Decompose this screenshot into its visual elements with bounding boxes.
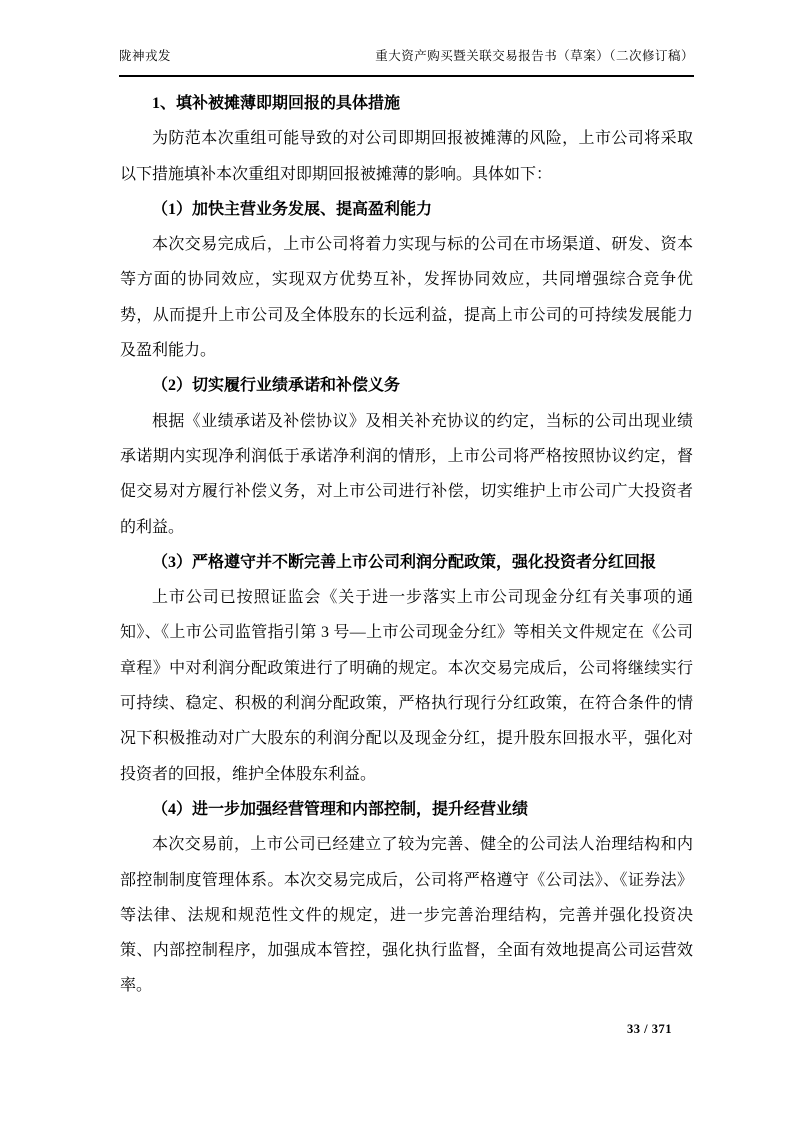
header-report-title: 重大资产购买暨关联交易报告书（草案）（二次修订稿）: [375, 49, 694, 63]
section-heading-1: 1、填补被摊薄即期回报的具体措施: [152, 95, 401, 112]
paragraph-intro: 为防范本次重组可能导致的对公司即期回报被摊薄的风险，上市公司将采取以下措施填补本次重组对即期回报被摊薄的影响。具体如下：: [120, 130, 693, 183]
paragraph-compensation: 根据《业绩承诺及补偿协议》及相关补充协议的约定，当标的公司出现业绩承诺期内实现净利润低于承诺净利润的情形，上市公司将严格按照协议约定，督促交易对方履行补偿义务，对上市公司进行补偿，切实维护上市公司广大投资者的利益。: [120, 412, 693, 536]
paragraph-internal-control: 本次交易前，上市公司已经建立了较为完善、健全的公司法人治理结构和内部控制制度管理体系。本次交易完成后，公司将严格遵守《公司法》、《证券法》等法律、法规和规范性文件的规定，进一步完善治理结构，完善并强化投资决策、内部控制程序，加强成本管控，强化执行监督，全面有效地提高公司运营效率。: [120, 836, 693, 995]
section-heading-1-2: （2）切实履行业绩承诺和补偿义务: [152, 377, 401, 395]
header-company-name: 陇神戎发: [119, 49, 172, 63]
section-heading-1-3: （3）严格遵守并不断完善上市公司利润分配政策，强化投资者分红回报: [152, 553, 657, 571]
section-heading-1-1: （1）加快主营业务发展、提高盈利能力: [152, 200, 433, 218]
page-footer: [119, 1022, 672, 1037]
document-body: [120, 86, 693, 1004]
page-number: 33 / 371: [627, 1022, 672, 1036]
section-heading-1-4: （4）进一步加强经营管理和内部控制，提升经营业绩: [152, 800, 529, 818]
paragraph-dividend-policy: 上市公司已按照证监会《关于进一步落实上市公司现金分红有关事项的通知》、《上市公司监管指引第 3 号—上市公司现金分红》等相关文件规定在《公司章程》中对利润分配政策进行了明确的规定。本次交易完成后，公司将继续实行可持续、稳定、积极的利润分配政策，严格执行现行分红政策，在符合条件的情况下积极推动对广大股东的利润分配以及现金分红，提升股东回报水平，强化对投资者的回报，维护全体股东利益。: [120, 589, 693, 783]
page-header: [119, 46, 694, 77]
paragraph-synergy: 本次交易完成后，上市公司将着力实现与标的公司在市场渠道、研发、资本等方面的协同效应，实现双方优势互补，发挥协同效应，共同增强综合竞争优势，从而提升上市公司及全体股东的长远利益，提高上市公司的可持续发展能力及盈利能力。: [120, 236, 693, 360]
